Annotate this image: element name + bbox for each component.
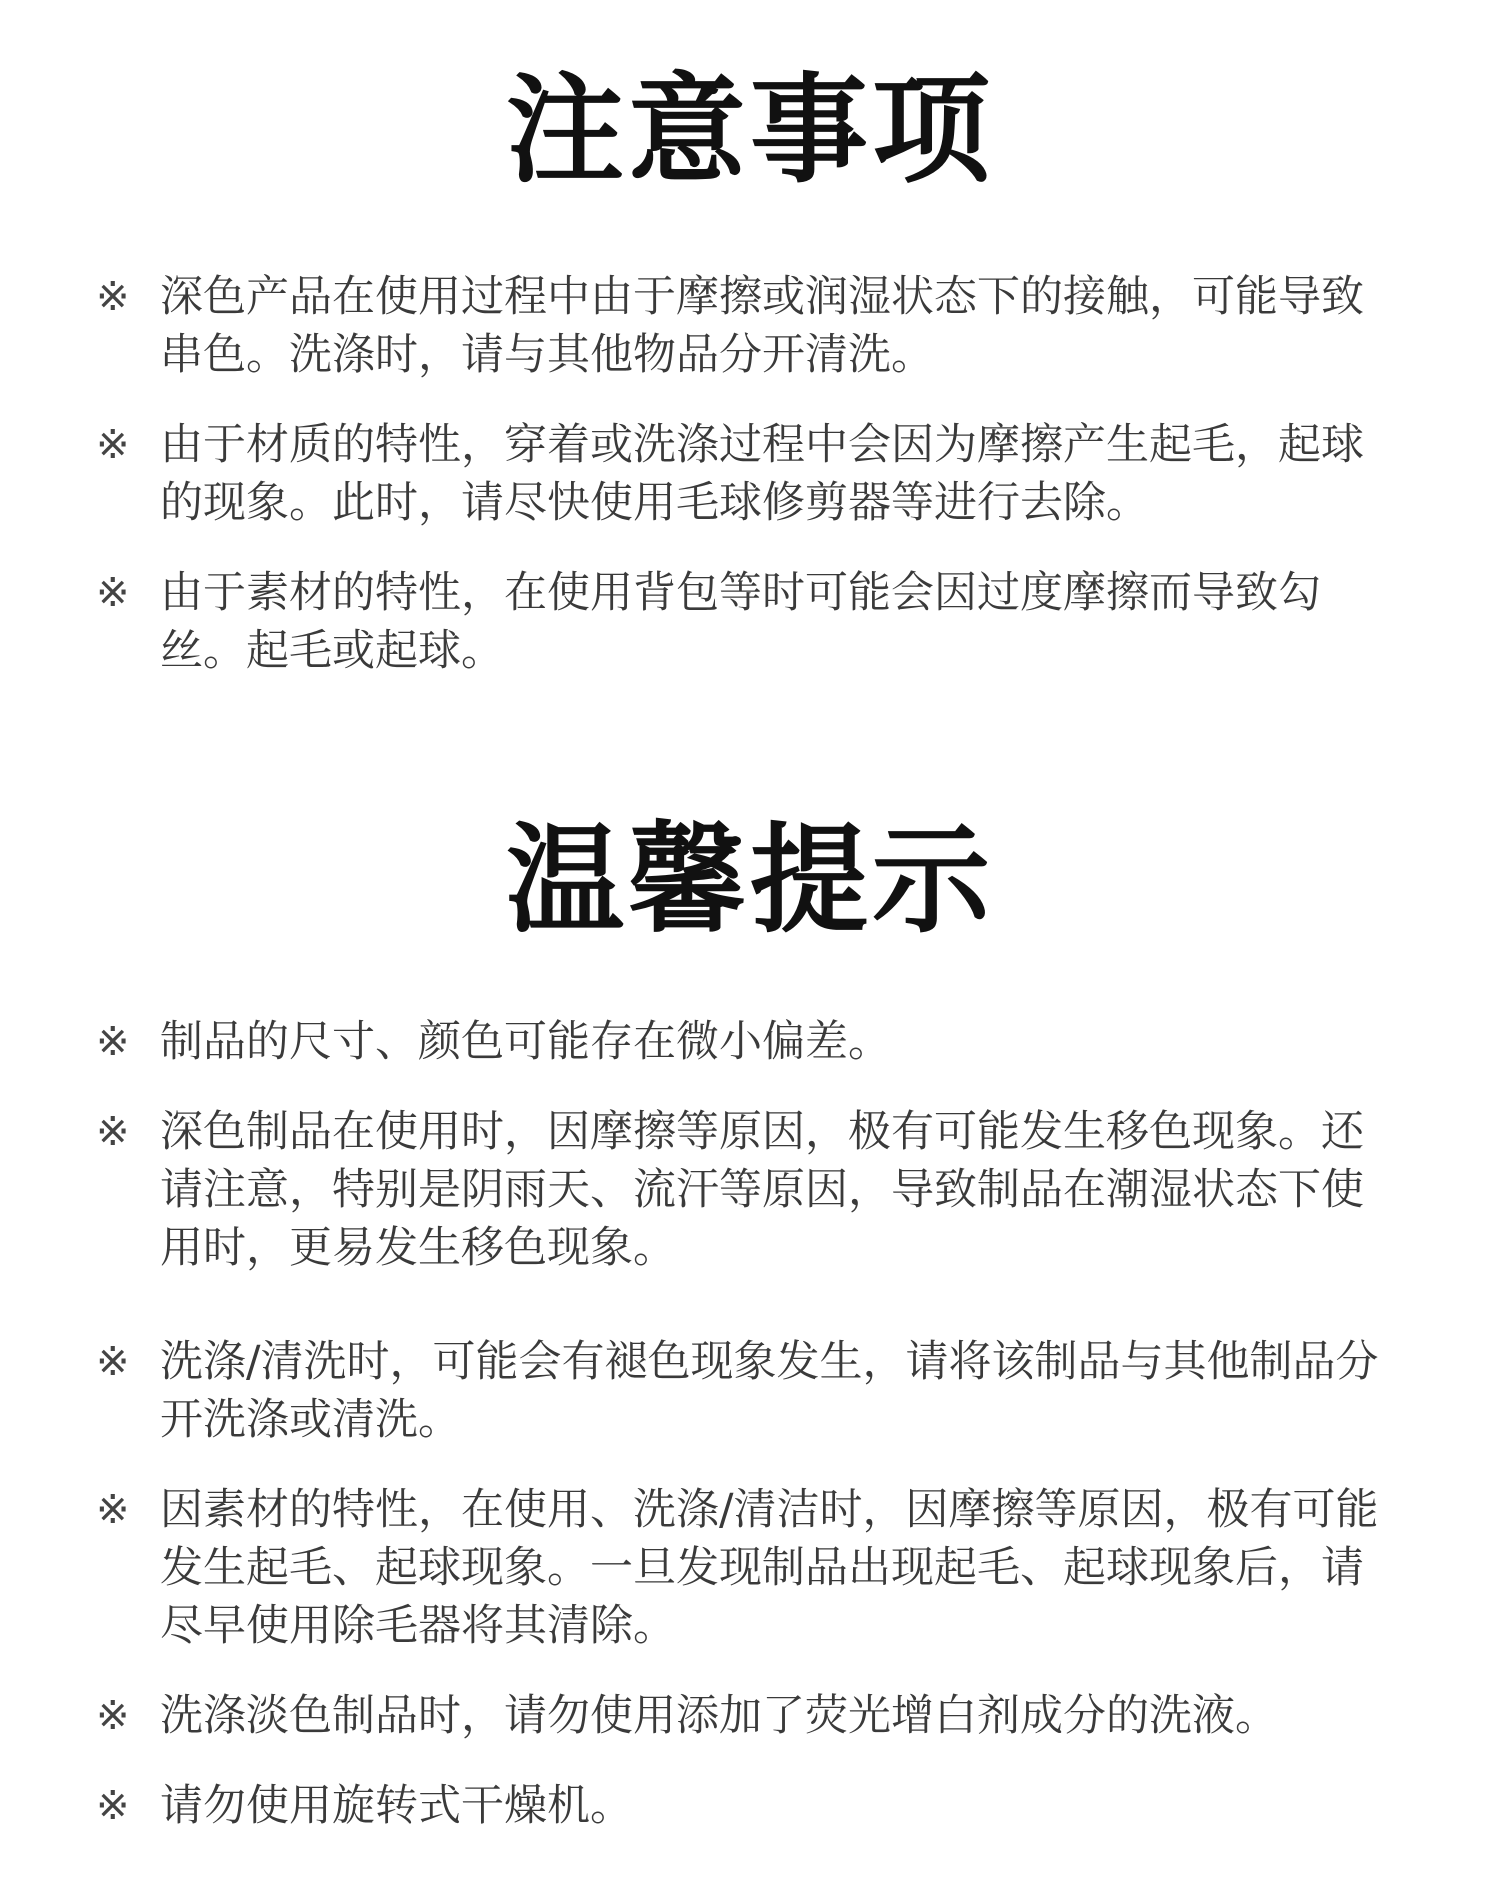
reference-mark-icon: ※ xyxy=(96,274,130,320)
note-text: 由于材质的特性，穿着或洗涤过程中会因为摩擦产生起毛，起球的现象。此时，请尽快使用毛球修剪器等进行去除。 xyxy=(160,420,1364,528)
reference-mark-icon: ※ xyxy=(96,1019,130,1065)
list-item xyxy=(96,564,1386,680)
note-text: 制品的尺寸、颜色可能存在微小偏差。 xyxy=(160,1017,891,1067)
reference-mark-icon: ※ xyxy=(96,1783,130,1829)
note-text: 由于素材的特性，在使用背包等时可能会因过度摩擦而导致勾丝。起毛或起球。 xyxy=(160,568,1321,676)
note-text: 洗涤/清洗时，可能会有褪色现象发生，请将该制品与其他制品分开洗涤或清洗。 xyxy=(160,1337,1379,1445)
reference-mark-icon: ※ xyxy=(96,1109,130,1155)
note-text: 深色制品在使用时，因摩擦等原因，极有可能发生移色现象。还请注意，特别是阴雨天、流汗等原因，导致制品在潮湿状态下使用时，更易发生移色现象。 xyxy=(160,1107,1364,1273)
list-item xyxy=(96,1013,1386,1071)
note-text: 洗涤淡色制品时，请勿使用添加了荧光增白剂成分的洗液。 xyxy=(160,1691,1278,1741)
note-text: 因素材的特性，在使用、洗涤/清洁时，因摩擦等原因，极有可能发生起毛、起球现象。一旦发现制品出现起毛、起球现象后，请尽早使用除毛器将其清除。 xyxy=(160,1485,1379,1651)
note-text: 深色产品在使用过程中由于摩擦或润湿状态下的接触，可能导致串色。洗涤时，请与其他物品分开清洗。 xyxy=(160,272,1364,380)
list-item xyxy=(96,416,1386,532)
reference-mark-icon: ※ xyxy=(96,422,130,468)
reference-mark-icon: ※ xyxy=(96,570,130,616)
list-item xyxy=(96,268,1386,384)
section-title-precautions: 注意事项 xyxy=(505,61,994,199)
reference-mark-icon: ※ xyxy=(96,1693,130,1739)
list-item xyxy=(96,1687,1386,1745)
reference-mark-icon: ※ xyxy=(96,1339,130,1385)
section-title-tips: 温馨提示 xyxy=(505,811,994,949)
list-item xyxy=(96,1481,1386,1655)
list-item xyxy=(96,1103,1386,1277)
note-text: 请勿使用旋转式干燥机。 xyxy=(160,1781,633,1831)
reference-mark-icon: ※ xyxy=(96,1487,130,1533)
list-item xyxy=(96,1777,1386,1835)
list-item xyxy=(96,1333,1386,1449)
